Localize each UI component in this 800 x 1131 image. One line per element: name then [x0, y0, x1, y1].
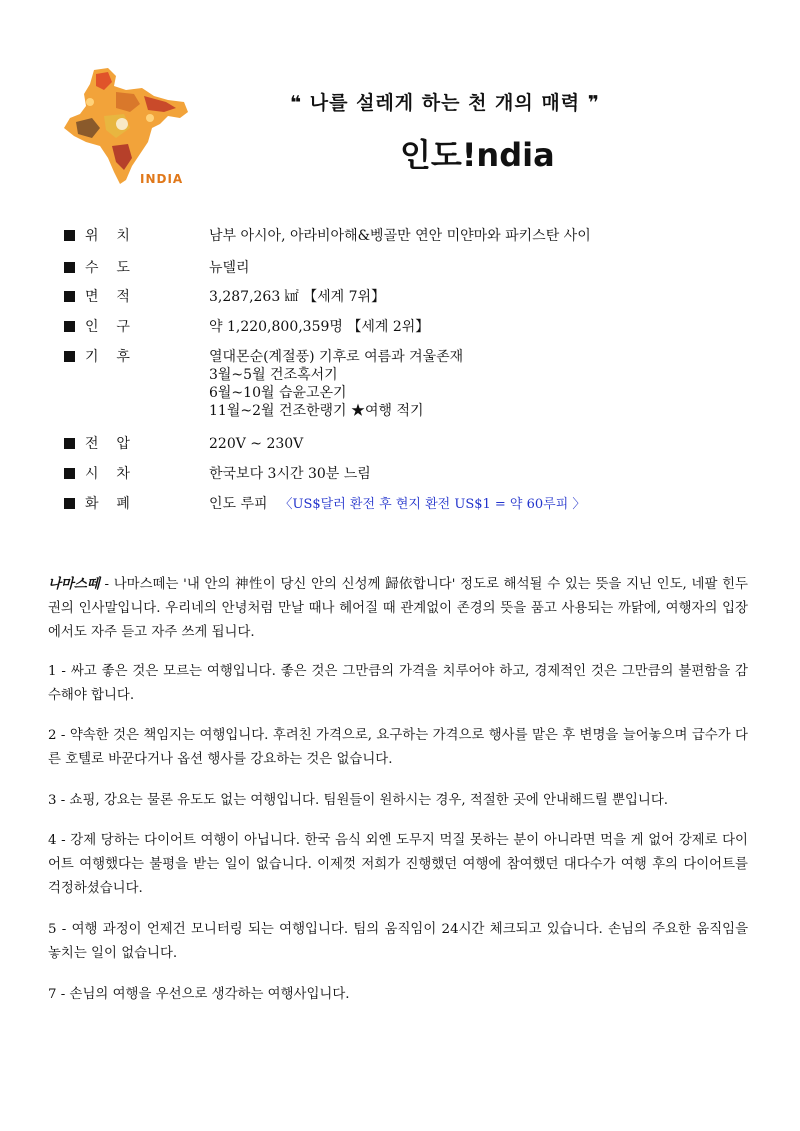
point-paragraph: 7 - 손님의 여행을 우선으로 생각하는 여행사입니다.	[48, 987, 350, 1002]
climate-line: 6월~10월 습윤고온기	[209, 385, 347, 401]
info-value: 약 1,220,800,359명 【세계 2위】	[209, 319, 430, 335]
point-paragraph: 4 - 강제 당하는 다이어트 여행이 아닙니다. 한국 음식 외엔 도무지 먹질 못하는 분이 아니라면 먹을 게 없어 강제로 다이어트 여행했다는 불평을 받는 일이 없습니다. 이제껏 저희가 진행했던 여행에 참여했던 대다수가 여행 후의 다이어트를 걱정하셨습니다.	[48, 833, 748, 896]
point-paragraph: 1 - 싸고 좋은 것은 모르는 여행입니다. 좋은 것은 그만큼의 가격을 치루어야 하고, 경제적인 것은 그만큼의 불편함을 감수해야 합니다.	[48, 664, 748, 703]
point-paragraph: 5 - 여행 과정이 언제건 모니터링 되는 여행입니다. 팀의 움직임이 24시간 체크되고 있습니다. 손님의 주요한 움직임을 놓치는 일이 없습니다.	[48, 922, 748, 961]
logo-text: INDIA	[140, 172, 184, 186]
climate-line: 3월~5월 건조혹서기	[209, 367, 338, 383]
info-value: 220V ~ 230V	[209, 436, 304, 452]
point-paragraph: 2 - 약속한 것은 책임지는 여행입니다. 후려친 가격으로, 요구하는 가격으로 행사를 맡은 후 변명을 늘어놓으며 급수가 다른 호텔로 바꾼다거나 옵션 행사를 강요하는 것은 없습니다.	[48, 728, 748, 767]
bullet-square-icon	[64, 321, 75, 332]
page-subtitle: ❝ 나를 설레게 하는 천 개의 매력 ❞	[290, 92, 600, 114]
bullet-square-icon	[64, 351, 75, 362]
bullet-square-icon	[64, 262, 75, 273]
page-title: 인도!ndia	[400, 136, 555, 174]
info-value: 3,287,263 ㎢ 【세계 7위】	[209, 289, 386, 305]
info-value: 한국보다 3시간 30분 느림	[209, 466, 371, 482]
climate-line: 11월~2월 건조한랭기 ★여행 적기	[209, 403, 424, 419]
intro-term: 나마스떼	[48, 576, 100, 592]
currency-note: 〈US$달러 환전 후 현지 환전 US$1 = 약 60루피 〉	[279, 497, 586, 512]
info-label: 면 적	[85, 289, 130, 305]
info-value: 열대몬순(계절풍) 기후로 여름과 겨울존재	[209, 349, 464, 365]
info-value: 인도 루피	[209, 496, 268, 512]
intro-text: - 나마스떼는 '내 안의 神性이 당신 안의 신성께 歸依합니다' 정도로 해석될 수 있는 뜻을 지닌 인도, 네팔 힌두권의 인사말입니다. 우리네의 안녕처럼 만날 때나 헤어질 때 관계없이 존경의 뜻을 품고 사용되는 까닭에, 여행자의 입장에서도 자주 듣고 자주 쓰게 됩니다.	[48, 577, 748, 640]
bullet-square-icon	[64, 438, 75, 449]
bullet-square-icon	[64, 291, 75, 302]
bullet-square-icon	[64, 230, 75, 241]
info-label: 위 치	[85, 228, 130, 244]
info-label: 수 도	[85, 260, 130, 276]
intro-paragraph	[48, 572, 748, 645]
info-value: 뉴델리	[209, 260, 250, 276]
point-paragraph: 3 - 쇼핑, 강요는 물론 유도도 없는 여행입니다. 팀원들이 원하시는 경우, 적절한 곳에 안내해드릴 뿐입니다.	[48, 793, 669, 808]
info-label: 시 차	[85, 466, 130, 482]
info-label: 기 후	[85, 349, 130, 365]
bullet-square-icon	[64, 498, 75, 509]
info-label: 화 폐	[85, 496, 130, 512]
info-label: 인 구	[85, 319, 130, 335]
info-value: 남부 아시아, 아라비아해&벵골만 연안 미얀마와 파키스탄 사이	[209, 228, 591, 244]
info-label: 전 압	[85, 436, 130, 452]
bullet-square-icon	[64, 468, 75, 479]
